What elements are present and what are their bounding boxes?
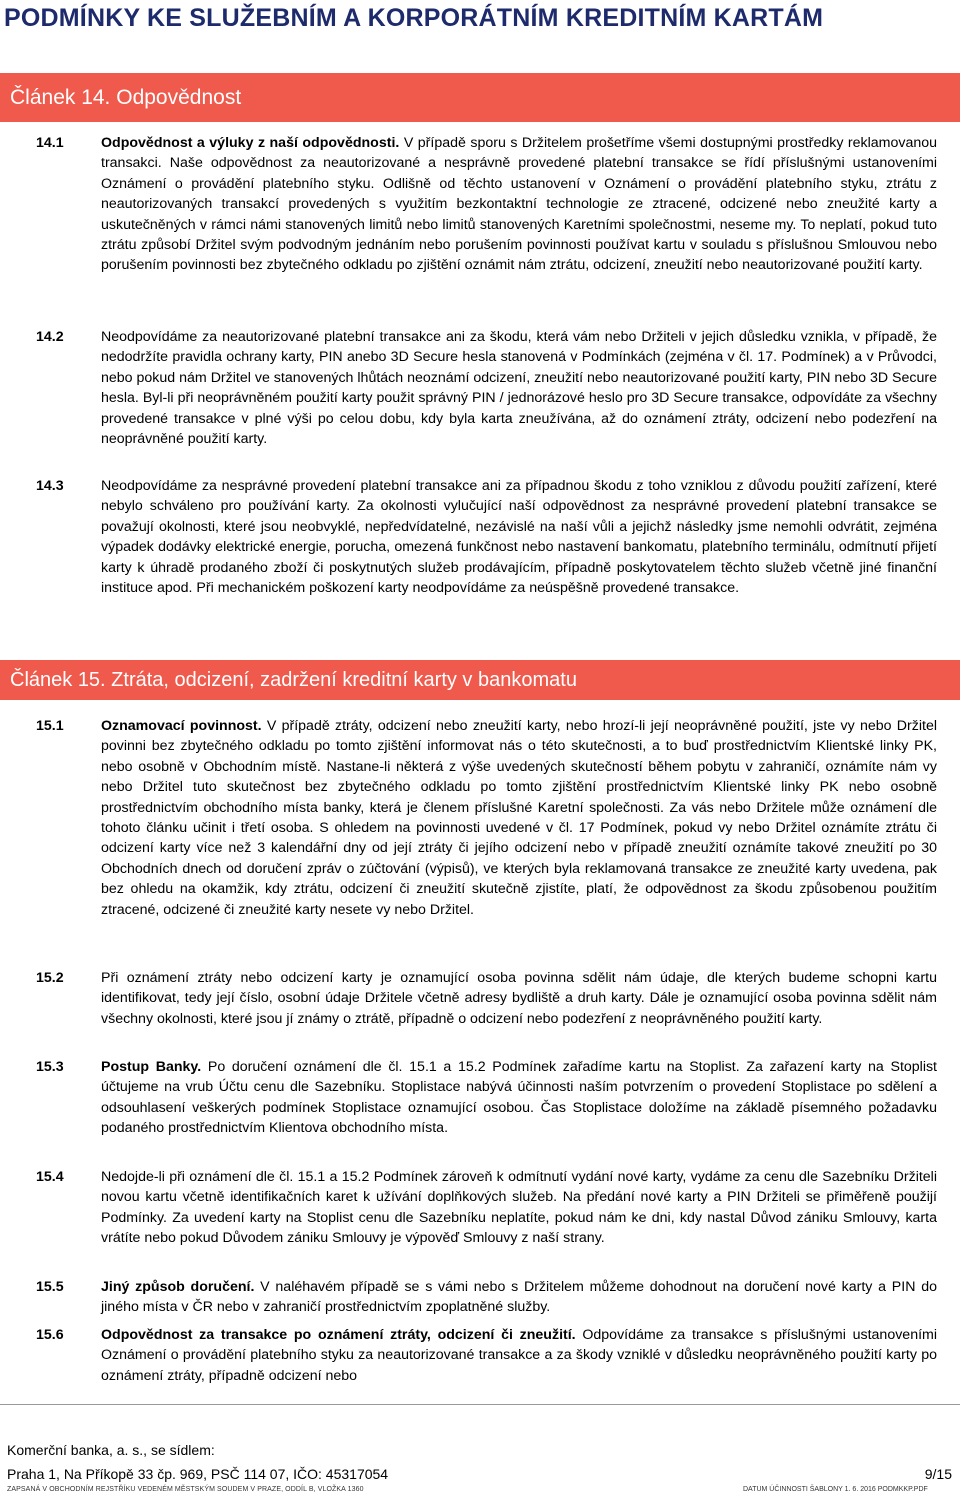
- footer-divider: [0, 1404, 960, 1405]
- section-text: [101, 716, 937, 920]
- section-number: 15.5: [36, 1279, 64, 1295]
- section-text: Při oznámení ztráty nebo odcizení karty je oznamující osoba povinna sdělit nám údaje, dle kterých budeme schopni kartu identifikovat, tedy její číslo, osobní údaje Držitele včetně adresy bydliště a druh karty. Dále je oznamující osoba povinna sdělit nám všechny okolnosti, které jsou jí známy o ztrátě, případně o odcizení nebo podezření z neoprávněného použití karty.: [101, 970, 937, 1027]
- footer-registry: ZAPSANÁ V OBCHODNÍM REJSTŘÍKU VEDENÉM MĚSTSKÝM SOUDEM V PRAZE, ODDÍL B, VLOŽKA 1360: [7, 1486, 364, 1493]
- section-number: 15.2: [36, 970, 64, 986]
- section-number: 15.1: [36, 718, 64, 734]
- section-text: Nedojde-li při oznámení dle čl. 15.1 a 15.2 Podmínek zároveň k odmítnutí vydání nové karty, vydáme za cenu dle Sazebníku Držiteli novou kartu včetně identifikačních karet k užívání doplňkových služeb. Na předání nové karty a PIN Držiteli se přiměřeně použijí Podmínky. Za uvedení karty na Stoplist cenu dle Sazebníku neplatíte, pokud nám ke dni, kdy nastal Důvod zániku Smlouvy, karta vrátíte nebo pokud Důvodem zániku Smlouvy je výpověď Smlouvy z naší strany.: [101, 1169, 937, 1247]
- section-text: Neodpovídáme za neautorizované platební transakce ani za škodu, která vám nebo Držiteli v jejich důsledku vznikla, v případě, že nedodržíte pravidla ochrany karty, PIN anebo 3D Secure hesla stanovená v Podmínkách (zejména v čl. 17. Podmínek) a v Průvodci, nebo pokud nám Držitel ve stanovených lhůtách neoznámí odcizení, zneužití nebo neautorizované použití karty, PIN nebo 3D Secure hesla. Byl-li při neoprávněném použití karty použit správný PIN / jednorázové heslo pro 3D Secure transakce, odpovídáte za všechny provedené transakce v plné výši po celou dobu, kdy byla karta zneužívána, až do oznámení ztráty, odcizení nebo podezření na neoprávněné použití karty.: [101, 329, 937, 448]
- section-number: 15.6: [36, 1327, 64, 1343]
- section-text: [101, 133, 937, 276]
- section-body: Po doručení oznámení dle čl. 15.1 a 15.2 Podmínek zařadíme kartu na Stoplist. Za zařazení karty na Stoplist účtujeme na vrub Účtu cenu dle Sazebníku. Stoplistace nabývá účinnosti naším potvrzením o provedení Stoplistace po sdělení a odsouhlasení veškerých podmínek Stoplistace oznamující osobou. Čas Stoplistace doložíme na základě písemného požadavku podaného prostřednictvím Klientova obchodního místa.: [101, 1059, 938, 1137]
- section-body: V naléhavém případě se s vámi nebo s Držitelem můžeme dohodnout na doručení nové karty a PIN do jiného místa v ČR nebo v zahraničí prostřednictvím zpoplatněné služby.: [101, 1279, 937, 1316]
- section-text: Neodpovídáme za nesprávné provedení platební transakce ani za případnou škodu z toho vzniklou z důvodu použití zařízení, které nebylo schváleno pro používání karty. Za okolnosti vylučující naší odpovědnost za nesprávné provedení platební transakce se považují okolnosti, které jsou neobvyklé, nepředvídatelné, nezávislé na naší vůli a jejichž následky jsme nemohli odvrátit, zejména výpadek dodávky elektrické energie, porucha, omezená funkčnost nebo nastavení bankomatu, platebního terminálu, odmítnutí přijetí karty k úhradě prodaného zboží či poskytnutých služeb prodávajícím, případně poskytovatelem těchto služeb včetně jiné finanční instituce apod. Při mechanickém poškození karty neodpovídáme za neúspěšně provedené transakce.: [101, 478, 937, 597]
- section-number: 15.3: [36, 1059, 64, 1075]
- section-body: Odpovídáme za transakce s příslušnými ustanoveními Oznámení o provádění platebního styku za neautorizované transakce a za škody vzniklé v důsledku neoprávněného použití karty po oznámení ztráty, případně odcizení nebo: [101, 1327, 937, 1384]
- footer-effective-date: DATUM ÚČINNOSTI ŠABLONY 1. 6. 2016 PODMKKP.PDF: [743, 1486, 928, 1493]
- section-lead: Oznamovací povinnost.: [101, 718, 262, 734]
- section-number: 15.4: [36, 1169, 64, 1185]
- article-14-heading: Článek 14. Odpovědnost: [0, 73, 960, 122]
- section-text: [101, 1057, 937, 1139]
- article-15-heading: Článek 15. Ztráta, odcizení, zadržení kreditní karty v bankomatu: [0, 660, 960, 700]
- section-number: 14.2: [36, 329, 64, 345]
- section-text: [101, 1325, 937, 1386]
- section-text: [101, 1277, 937, 1318]
- section-lead: Jiný způsob doručení.: [101, 1279, 255, 1295]
- section-number: 14.3: [36, 478, 64, 494]
- document-title: PODMÍNKY KE SLUŽEBNÍM A KORPORÁTNÍM KREDITNÍM KARTÁM: [4, 4, 824, 32]
- section-lead: Odpovědnost a výluky z naší odpovědnosti.: [101, 135, 400, 151]
- footer-address: Praha 1, Na Příkopě 33 čp. 969, PSČ 114 07, IČO: 45317054: [7, 1466, 389, 1482]
- section-lead: Odpovědnost za transakce po oznámení ztráty, odcizení či zneužití.: [101, 1327, 576, 1343]
- section-body: V případě ztráty, odcizení nebo zneužití karty, nebo hrozí-li její neoprávněné použití, jste vy nebo Držitel povinni bez zbytečného odkladu po tomto zjištění informovat nás o této skutečnosti, a to buď prostřednictvím Klientské linky PK, nebo osobně v Obchodním místě. Nastane-li některá z výše uvedených skutečností během pobytu v zahraničí, oznámíte nám vy nebo Držitel tuto skutečnost bez zbytečného odkladu po tomto zjištění prostřednictvím Klientské linky PK nebo osobně prostřednictvím obchodního místa banky, která je členem příslušné Karetní společnosti. Za vás nebo Držitele může oznámení dle tohoto článku učinit i třetí osoba. S ohledem na povinnosti uvedené v čl. 17 Podmínek, pokud vy nebo Držitel oznámíte ztrátu či odcizení karty více než 3 kalendářní dny od její ztráty či jejího odcizení nebo v případě zneužití oznámíte takové zneužití po 30 Obchodních dnech od doručení zpráv o zúčtování (výpisů), ve kterých byla reklamovaná transakce ze zneužité karty uvedena, pak bez ohledu na okamžik, kdy ztrátu, odcizení či zneužití skutečně zjistíte, platí, že odpovědnost za škodu způsobenou použitím ztracené, odcizené či zneužité karty nesete vy nebo Držitel.: [101, 718, 937, 918]
- footer-company: Komerční banka, a. s., se sídlem:: [7, 1442, 215, 1458]
- section-lead: Postup Banky.: [101, 1059, 202, 1075]
- section-number: 14.1: [36, 135, 64, 151]
- page-number: 9/15: [924, 1466, 952, 1482]
- section-body: V případě sporu s Držitelem prošetříme všemi dostupnými prostředky reklamovanou transakci. Naše odpovědnost za neautorizované a nesprávně provedené platební transakce se řídí příslušnými ustanoveními Oznámení o provádění platebního styku. Odlišně od těchto ustanovení v Oznámení o provádění platebního styku, ztrátu z neautorizovaných transakcí provedených s využitím bezkontaktní technologie ze ztracené, odcizené nebo zneužité karty a uskutečněných v rámci námi stanovených limitů nebo limitů stanovených Karetními společnostmi, neseme my. To neplatí, pokud tuto ztrátu způsobí Držitel svým podvodným jednáním nebo porušením povinnosti používat kartu v souladu s příslušnou Smlouvou nebo porušením povinnosti bez zbytečného odkladu po zjištění oznámit nám ztrátu, odcizení, zneužití nebo neautorizované použití karty.: [101, 135, 938, 274]
